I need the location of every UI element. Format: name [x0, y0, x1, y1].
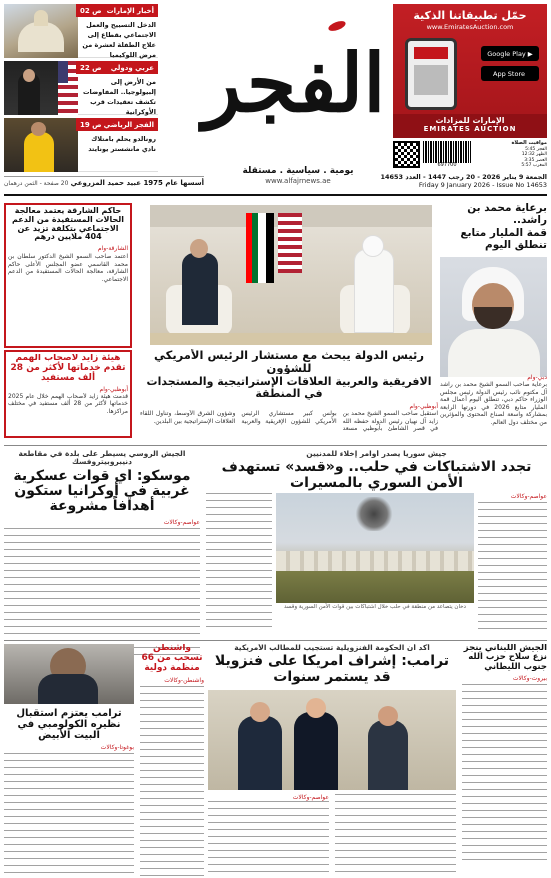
section-rule: [4, 445, 547, 446]
left-box-zayed[interactable]: [4, 350, 132, 438]
main-dateline: أبوظبي-وام: [409, 403, 438, 411]
main-title-line2: الافريقية والعربية العلاقات الإستراتيجية والمستجدات في المنطقة: [146, 376, 432, 401]
promo-line: علاج الطفلة لعشرة من مرض اللوكيميا: [82, 41, 156, 59]
masthead-logo[interactable]: [200, 8, 388, 166]
logo-text: الفجر: [202, 36, 386, 130]
main-body: استقبل صاحب السمو الشيخ محمد بن زايد آل نهيان رئيس الدولة حفظه الله في قصر الشاطئ بأبوظبي مسعد بولس كبير مستشاري الرئيس الأمريكي للشؤون الإفريقية والعربية وشؤون الشرق الأوسط، وتناول اللقاء العلاقات الإستراتيجية بين البلدين.: [140, 410, 438, 433]
venezuela-photo: [208, 690, 456, 790]
left-box2-dateline: أبوظبي-وام: [99, 385, 128, 393]
colombia-photo: [4, 644, 134, 704]
colombia-dateline: بوغوتا-وكالات: [100, 744, 134, 751]
promo-line: الدخل التسييح والعمل الاجتماعي بقطاع إلى: [86, 21, 156, 39]
withdraw-body: [140, 686, 204, 876]
venezuela-body-right: [208, 801, 329, 873]
syria-kicker: جيش سوريا يصدر أوامر إخلاء للمدنيين: [306, 450, 447, 458]
promo-line: من الأرض إلى إلبيولوجيا.. المفاوضات: [83, 78, 156, 96]
app-ad[interactable]: [393, 4, 547, 138]
masthead-edition: 20 صفحة - الثمن درهمان: [4, 179, 69, 187]
syria-photo: [276, 493, 474, 603]
left-box-sharjah[interactable]: [4, 203, 132, 348]
left-box2-title: هيئة زايد لأصحاب الهمم تقدم خدماتها لأكثر من 28 ألف مستفيد: [10, 354, 126, 383]
syria-caption: دخان يتصاعد من منطقة في حلب خلال اشتباكات بين قوات الأمن السورية وقسد: [284, 604, 466, 610]
russia-dateline: عواصم-وكالات: [163, 518, 200, 526]
lead-dateline: دبي-وام: [527, 374, 547, 381]
masthead-rule: [4, 194, 547, 196]
qr-code[interactable]: [393, 141, 420, 168]
left-box1-title: حاكم الشارقة يعتمد معالجة الحالات المستفيدة من الدعم الاجتماعي بتكلفة تزيد عن 404 ملايين درهم: [11, 207, 124, 242]
section-rule: [4, 640, 547, 641]
promo-page: ص 19: [80, 120, 102, 129]
promo-page: ص 22: [80, 63, 102, 72]
syria-body-right: [478, 502, 547, 632]
russia-kicker: الجيش الروسي يسيطر على بلدة في مقاطعة دنيبروبيتروفسك: [18, 450, 186, 467]
russia-title: موسكو: أي قوات عسكرية غربية في أوكرانيا ستكون أهدافاً مشروعة: [13, 468, 191, 515]
main-story[interactable]: [140, 349, 438, 444]
promo-emirates-photo: [4, 4, 78, 58]
masthead-founded: أسسها عام 1975 عبيد حميد المزروعي: [70, 179, 204, 187]
left-box1-dateline: الشارقة-وام: [97, 245, 128, 253]
main-story-photo: [150, 205, 432, 345]
syria-title: تجدد الاشتباكات في حلب.. و«قسد» تستهدف الأمن السوري بالمسيرات: [221, 460, 532, 491]
promo-sport-photo: [4, 118, 78, 172]
promo-sport[interactable]: [4, 118, 158, 172]
venezuela-body-left: [335, 794, 456, 874]
ad-url[interactable]: www.EmiratesAuction.com: [426, 23, 514, 31]
withdraw-dateline: واشنطن-وكالات: [164, 676, 204, 684]
withdraw-box[interactable]: [140, 644, 204, 874]
promo-tag-label: أخبار الإمارات: [106, 6, 154, 15]
venezuela-dateline: عواصم-وكالات: [292, 794, 329, 802]
google-play-button[interactable]: ▶ Google Play: [481, 46, 539, 61]
barcode-number: 697700: [437, 162, 457, 168]
play-icon: ▶: [527, 49, 533, 58]
lead-story[interactable]: [440, 203, 547, 373]
promo-world-photo: [4, 61, 78, 115]
promo-line: رونالدو يحلم بامتلاك: [91, 135, 156, 143]
lead-kicker: برعاية محمد بن راشد..: [467, 203, 547, 226]
colombia-body: [4, 753, 134, 878]
promo-tag-label: عربي ودولي: [110, 63, 154, 72]
lebanon-body: [462, 684, 547, 860]
promo-page: ص 02: [80, 6, 102, 15]
lebanon-story[interactable]: [462, 644, 547, 874]
venezuela-kicker: أكد أن الحكومة الفنزويلية تستجيب للمطالب الأمريكية: [234, 644, 430, 652]
promo-tag-label: الفجر الرياضي: [103, 120, 154, 129]
ad-brand-ar: الإمارات للمزادات: [435, 116, 505, 125]
date-english: Friday 9 January 2026 - Issue No 14653: [418, 181, 547, 189]
venezuela-title: ترامب: إشراف أمريكا على فنزويلا قد يستمر سنوات: [214, 654, 450, 685]
colombia-story[interactable]: [4, 644, 134, 874]
promo-line: تكشف تعقيدات قرب الأوكرانية: [90, 98, 156, 116]
left-box1-body: اعتمد صاحب السمو الشيخ الدكتور سلطان بن محمد القاسمي عضو المجلس الأعلى حاكم الشارقة، معالجة الحالات المستفيدة من الدعم الاجتماعي.: [8, 253, 128, 283]
barcode: [423, 141, 471, 163]
lead-title: قمة المليار متابع تنطلق اليوم: [460, 228, 547, 251]
withdraw-title: واشنطن تسحب من 66 منظمة دولية: [141, 644, 203, 673]
lead-portrait: [440, 257, 547, 377]
syria-dateline: عواصم-وكالات: [510, 493, 547, 500]
promo-emirates[interactable]: [4, 4, 158, 58]
lead-body: برعاية صاحب السمو الشيخ محمد بن راشد آل مكتوم نائب رئيس الدولة رئيس مجلس الوزراء حاكم دبي، تنطلق اليوم أعمال قمة المليار متابع 2026 في دورتها الرابعة بمشاركة واسعة لصناع المحتوى والمؤثرين من مختلف دول العالم.: [440, 381, 547, 426]
lebanon-title: الجيش اللبناني ينجز نزع سلاح حزب الله جنوب الليطاني: [463, 644, 547, 672]
masthead-website[interactable]: www.alfajrnews.ae: [265, 177, 331, 185]
venezuela-story[interactable]: [208, 644, 456, 874]
promo-world[interactable]: [4, 61, 158, 115]
date-arabic: الجمعة 9 يناير 2026 - 20 رجب 1447 - العدد 14653: [380, 173, 547, 181]
russia-story[interactable]: [4, 450, 200, 634]
prayer-label: مواقيت الصلاة: [511, 140, 547, 146]
main-title-line1: رئيس الدولة يبحث مع مستشار الرئيس الأمريكي للشؤون: [154, 349, 424, 375]
promo-line: نادي مانشستر يونايتد: [88, 145, 156, 153]
ad-title: حمّل تطبيقاتنا الذكية: [413, 9, 527, 22]
ad-brand-en: EMIRATES AUCTION: [423, 125, 517, 133]
lebanon-dateline: بيروت-وكالات: [512, 675, 547, 683]
colombia-title: ترامب يعتزم استقبال نظيره الكولومبي في البيت الأبيض: [16, 708, 122, 741]
ad-phone: [405, 38, 457, 110]
syria-body-left: [206, 493, 272, 633]
app-store-button[interactable]: App Store: [481, 66, 539, 81]
russia-body: [4, 528, 200, 656]
masthead-tagline: يومية . سياسية . مستقلة: [242, 166, 354, 176]
left-box2-body: قدمت هيئة زايد لأصحاب الهمم خلال عام 2025 خدماتها لأكثر من 28 ألف مستفيد في مختلف مراكزها.: [8, 392, 128, 415]
prayer-times: مواقيت الصلاة الفجر 5:45 الظهر 12:32 العصر 3:35 المغرب 5:57: [475, 141, 547, 169]
